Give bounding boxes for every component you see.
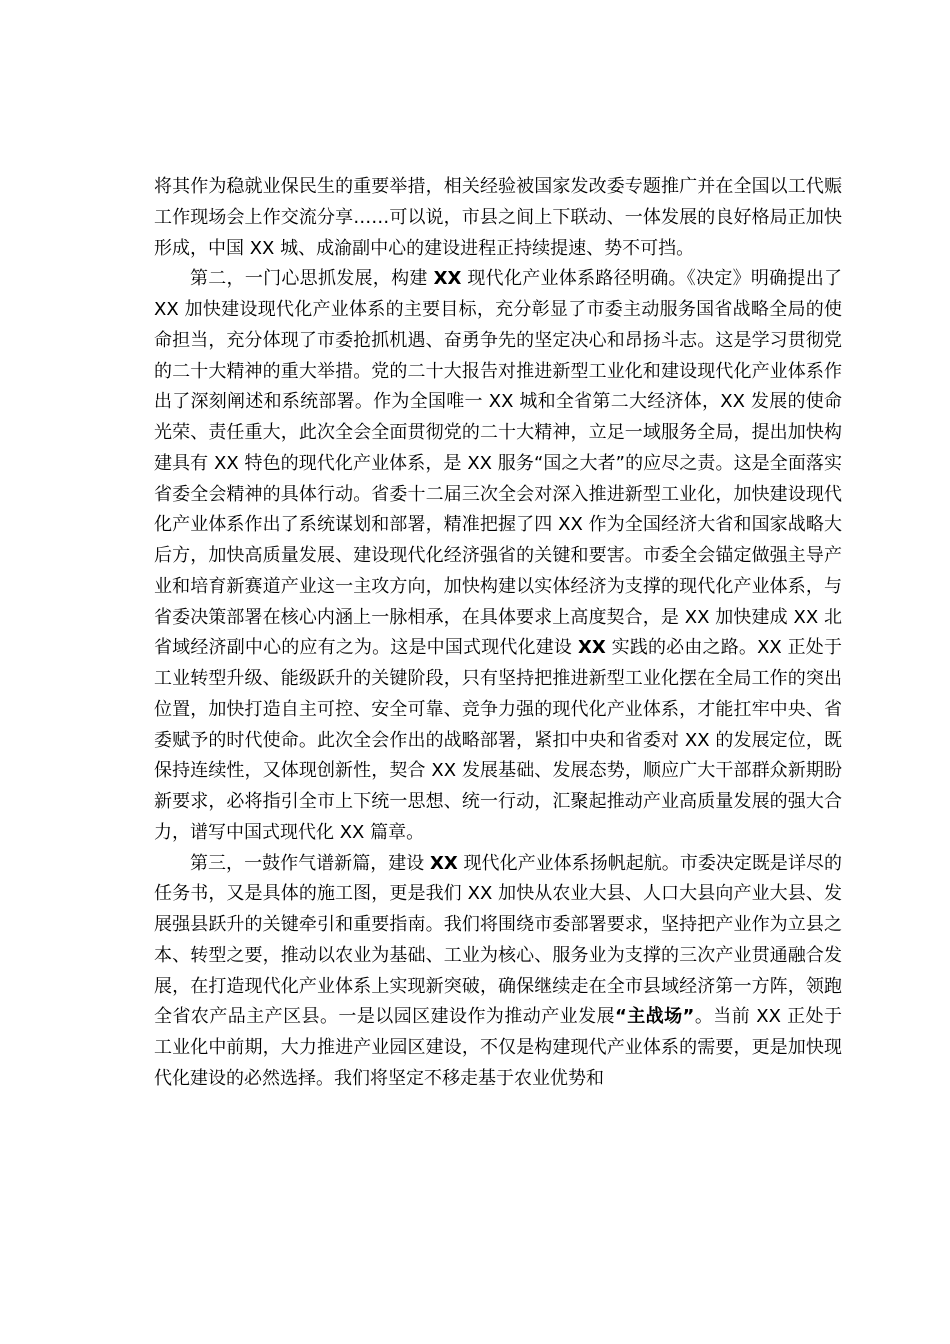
bold-xx-placeholder: XX	[577, 637, 606, 659]
paragraph-second-point	[154, 264, 842, 848]
paragraph-text: 《决定》明确提出了 XX 加快建设现代化产业体系的主要目标，充分彰显了市委主动服务国省战略全局的使命担当，充分体现了市委抢抓机遇、奋勇争先的坚定决心和昂扬斗志。这是学习贯彻党的二十大精神的重大举措。党的二十大报告对推进新型工业化和建设现代化产业体系作出了深刻阐述和系统部署。作为全国唯一 XX 城和全省第二大经济体，XX 发展的使命光荣、责任重大，此次全会全面贯彻党的二十大精神，立足一域服务全局，提出加快构建具有 XX 特色的现代化产业体系，是 XX 服务“国之大者”的应尽之责。这是全面落实省委全会精神的具体行动。省委十二届三次全会对深入推进新型工业化，加快建设现代化产业体系作出了系统谋划和部署，精准把握了四 XX 作为全国经济大省和国家战略大后方，加快高质量发展、建设现代化经济强省的关键和要害。市委全会锚定做强主导产业和培育新赛道产业这一主攻方向，加快构建以实体经济为支撑的现代化产业体系，与省委决策部署在核心内涵上一脉相承，在具体要求上高度契合，是 XX 加快建成 XX 北省域经济副中心的应有之为。这是中国式现代化建设	[154, 268, 842, 659]
bold-emphasis: “主战场”	[614, 1006, 695, 1028]
paragraph-lead: 第三，一鼓作气谱新篇，建设	[190, 852, 431, 874]
paragraph-third-point	[154, 849, 842, 1095]
bold-xx-placeholder: XX	[430, 852, 458, 874]
paragraph-text: 。当前 XX 正处于工业化中前期，大力推进产业园区建设，不仅是构建现代产业体系的需要，更是加快现代化建设的必然选择。我们将坚定不移走基于农业优势和	[154, 1006, 843, 1089]
document-body	[154, 172, 842, 1095]
paragraph-text: 将其作为稳就业保民生的重要举措，相关经验被国家发改委专题推广并在全国以工代赈工作现场会上作交流分享……可以说，市县之间上下联动、一体发展的良好格局正加快形成，中国 XX 城、成渝副中心的建设进程正持续提速、势不可挡。	[154, 176, 842, 259]
paragraph-text: 实践的必由之路。XX 正处于工业转型升级、能级跃升的关键阶段，只有坚持把推进新型工业化摆在全局工作的突出位置，加快打造自主可控、安全可靠、竞争力强的现代化产业体系，才能扛牢中央、省委赋予的时代使命。此次全会作出的战略部署，紧扣中央和省委对 XX 的发展定位，既保持连续性，又体现创新性，契合 XX 发展基础、发展态势，顺应广大干部群众新期盼新要求，必将指引全市上下统一思想、统一行动，汇聚起推动产业高质量发展的强大合力，谱写中国式现代化 XX 篇章。	[154, 637, 842, 843]
paragraph-lead: 现代化产业体系扬帆起航。	[457, 852, 680, 874]
paragraph-lead: 第二，一门心思抓发展，构建	[190, 268, 434, 290]
paragraph-continuation	[154, 172, 842, 264]
paragraph-lead: 现代化产业体系路径明确。	[461, 268, 687, 290]
bold-xx-placeholder: XX	[433, 268, 462, 290]
paragraph-text: 市委决定既是详尽的任务书，又是具体的施工图，更是我们 XX 加快从农业大县、人口大县向产业大县、发展强县跃升的关键牵引和重要指南。我们将围绕市委部署要求，坚持把产业作为立县之本、转型之要，推动以农业为基础、工业为核心、服务业为支撑的三次产业贯通融合发展，在打造现代化产业体系上实现新突破，确保继续走在全市县域经济第一方阵，领跑全省农产品主产区县。一是以园区建设作为推动产业发展	[154, 852, 842, 1028]
